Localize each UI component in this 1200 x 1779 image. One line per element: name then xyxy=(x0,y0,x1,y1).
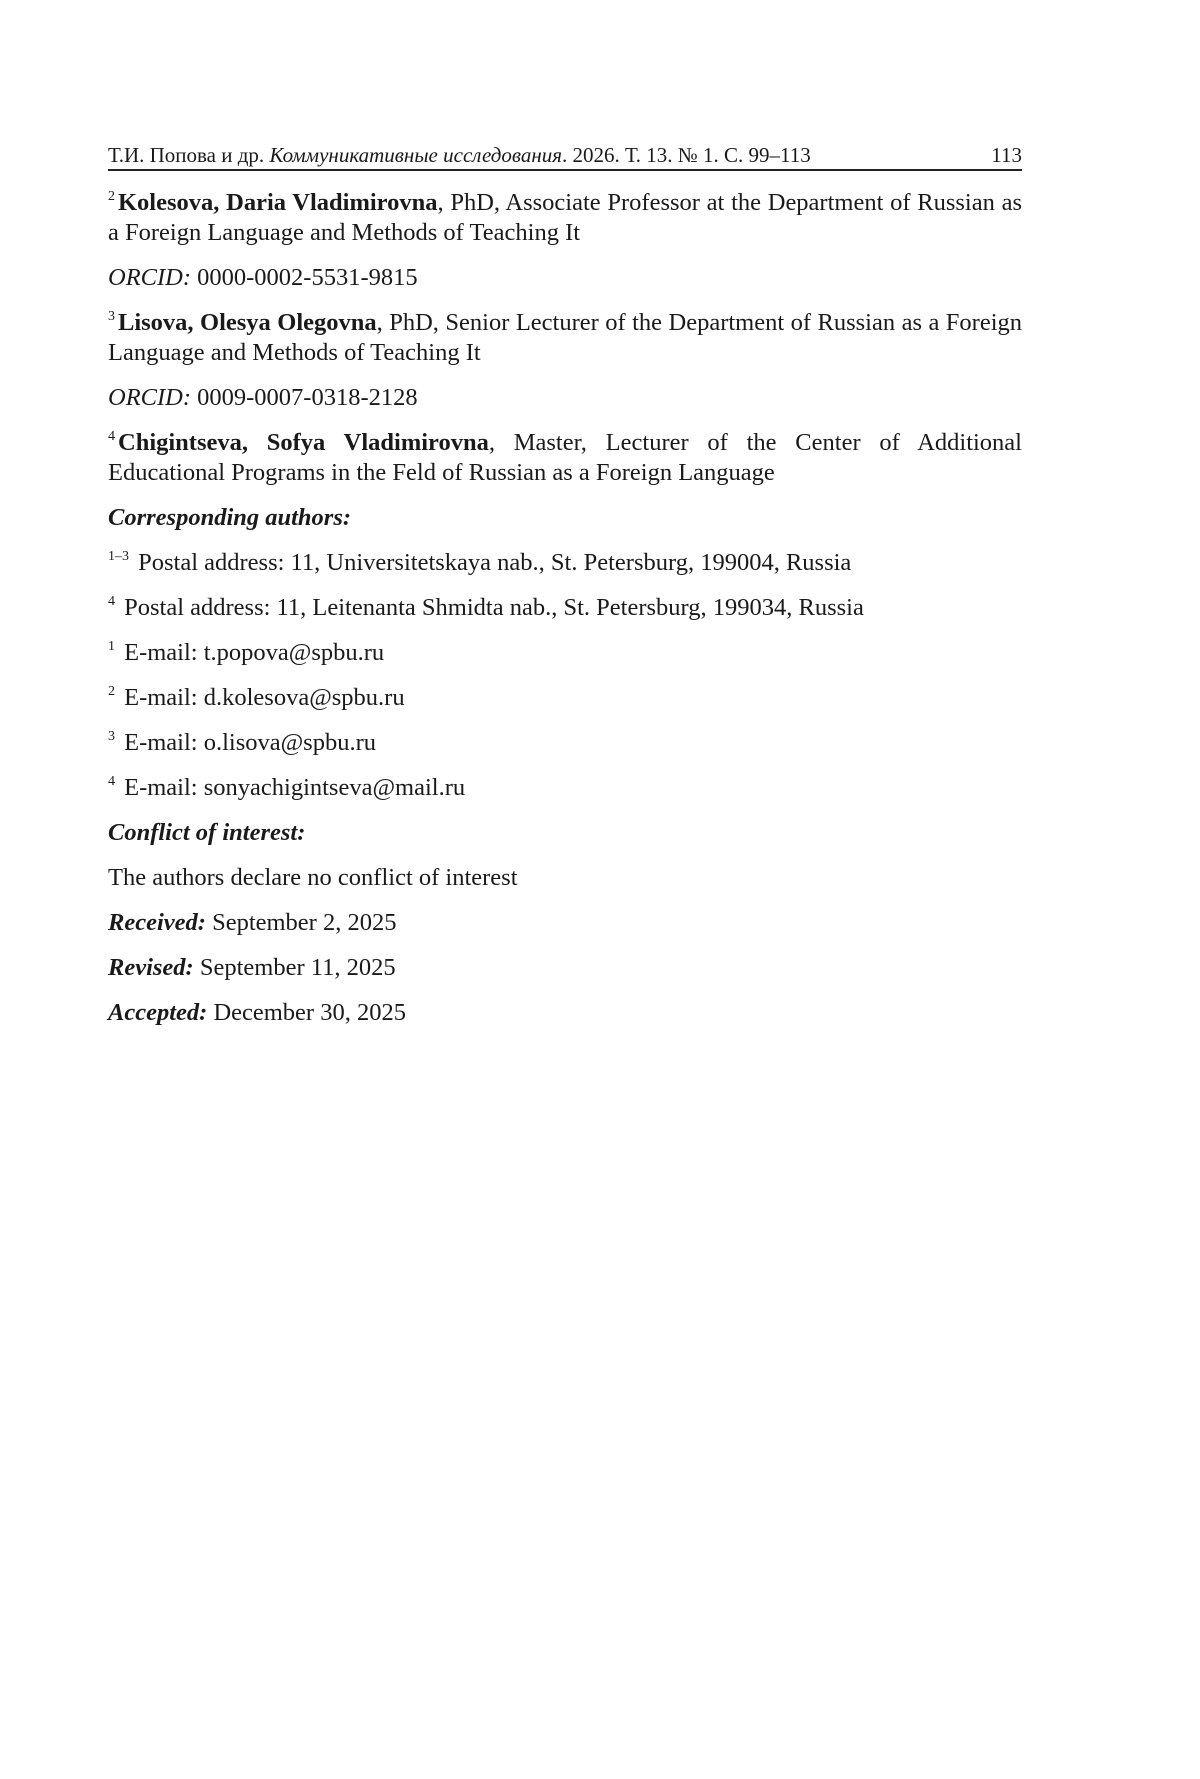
revised-value: September 11, 2025 xyxy=(193,954,396,981)
running-header xyxy=(108,143,1022,171)
contact-item xyxy=(108,773,1022,803)
contact-sup: 3 xyxy=(108,729,115,744)
author-desc: , PhD, Senior Lecturer of the Department of Russian as a Foreign Language and Methods of Teaching It xyxy=(108,309,1023,366)
contact-item xyxy=(108,548,1022,578)
conflict-text: The authors declare no conflict of interest xyxy=(108,864,518,891)
author-entry xyxy=(108,188,1022,248)
author-name: Lisova, Olesya Olegovna xyxy=(118,309,377,336)
received-label: Received: xyxy=(108,909,206,936)
revised-label: Revised: xyxy=(108,954,194,981)
orcid-value: 0009-0007-0318-2128 xyxy=(191,384,418,411)
revised-date xyxy=(108,953,1022,983)
received-date xyxy=(108,908,1022,938)
contact-sup: 4 xyxy=(108,594,115,609)
contact-text: E-mail: sonyachigintseva@mail.ru xyxy=(118,774,466,801)
contact-item xyxy=(108,683,1022,713)
received-value: September 2, 2025 xyxy=(205,909,397,936)
contact-text: E-mail: o.lisova@spbu.ru xyxy=(118,729,377,756)
author-desc: , Master, Lecturer of the Center of Additional Educational Programs in the Feld of Russian as a Foreign Language xyxy=(108,429,1022,486)
orcid-entry xyxy=(108,263,1022,293)
contact-item xyxy=(108,728,1022,758)
contact-sup: 1 xyxy=(108,639,115,654)
author-entry xyxy=(108,308,1022,368)
contact-text: E-mail: d.kolesova@spbu.ru xyxy=(118,684,405,711)
orcid-entry xyxy=(108,383,1022,413)
contact-text: E-mail: t.popova@spbu.ru xyxy=(118,639,385,666)
accepted-date xyxy=(108,998,1022,1028)
orcid-label: ORCID: xyxy=(108,264,192,291)
author-name: Kolesova, Daria Vladimirovna xyxy=(118,189,438,216)
author-name: Chigintseva, Sofya Vladimirovna xyxy=(118,429,489,456)
contact-item xyxy=(108,638,1022,668)
accepted-value: December 30, 2025 xyxy=(207,999,406,1026)
author-entry xyxy=(108,428,1022,488)
contact-text: Postal address: 11, Leitenanta Shmidta nab., St. Petersburg, 199034, Russia xyxy=(118,594,864,621)
contact-text: Postal address: 11, Universitetskaya nab., St. Petersburg, 199004, Russia xyxy=(132,549,852,576)
conflict-heading: Conflict of interest: xyxy=(108,819,306,846)
author-abbrev: Т.И. Попова и др. xyxy=(108,143,265,167)
page-number: 113 xyxy=(991,143,1022,167)
contact-sup: 1–3 xyxy=(108,549,129,564)
orcid-label: ORCID: xyxy=(108,384,192,411)
author-sup: 3 xyxy=(108,309,115,324)
citation-line xyxy=(108,143,811,167)
author-sup: 2 xyxy=(108,189,115,204)
orcid-value: 0000-0002-5531-9815 xyxy=(191,264,418,291)
author-desc: , PhD, Associate Professor at the Department of Russian as a Foreign Language and Methods of Teaching It xyxy=(108,189,1022,246)
author-sup: 4 xyxy=(108,429,115,444)
contact-sup: 4 xyxy=(108,774,115,789)
contact-item xyxy=(108,593,1022,623)
issue-citation: . 2026. Т. 13. № 1. С. 99–113 xyxy=(562,143,811,167)
article-metadata xyxy=(108,188,1022,1043)
contact-sup: 2 xyxy=(108,684,115,699)
corresponding-heading: Corresponding authors: xyxy=(108,504,352,531)
journal-title: Коммуникативные исследования xyxy=(269,143,563,167)
accepted-label: Accepted: xyxy=(108,999,208,1026)
